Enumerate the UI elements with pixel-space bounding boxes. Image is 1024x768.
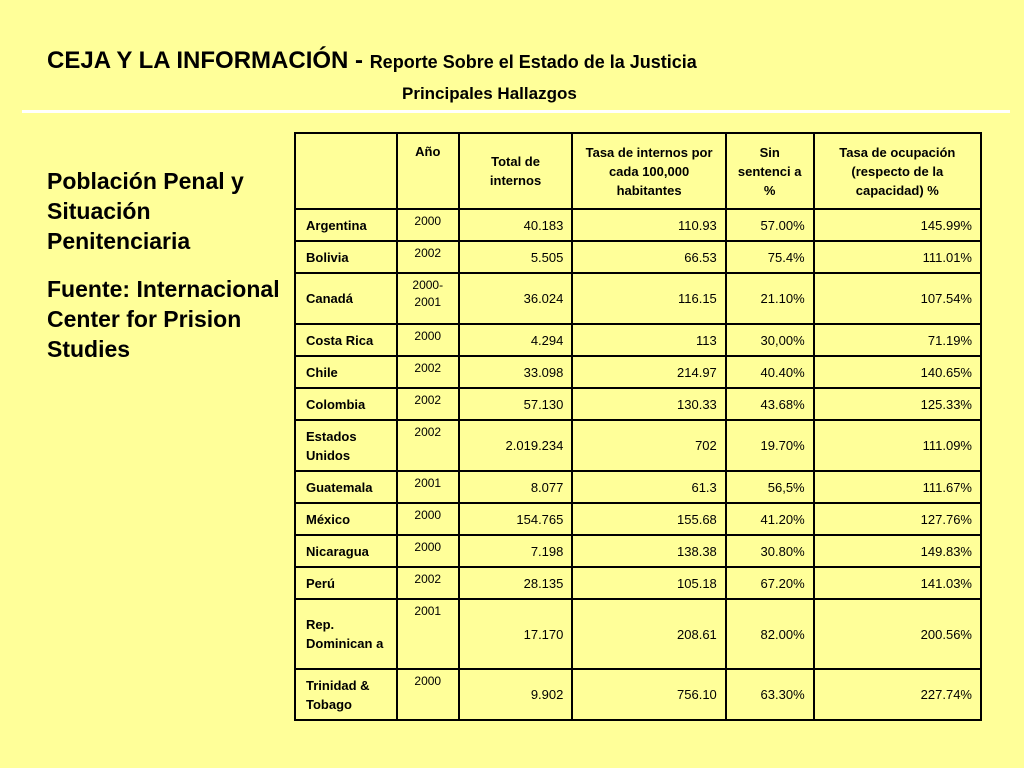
- cell-total: 33.098: [459, 356, 573, 388]
- side-panel: [47, 166, 287, 364]
- cell-rate: 105.18: [572, 567, 725, 599]
- cell-occupancy: 125.33%: [814, 388, 981, 420]
- cell-year: 2002: [397, 420, 459, 471]
- cell-year: 2001: [397, 471, 459, 503]
- cell-rate: 66.53: [572, 241, 725, 273]
- cell-country: Rep. Dominican a: [295, 599, 397, 669]
- cell-rate: 155.68: [572, 503, 725, 535]
- table-row: [295, 567, 981, 599]
- table-row: [295, 599, 981, 669]
- cell-occupancy: 145.99%: [814, 209, 981, 241]
- cell-year: 2000: [397, 669, 459, 720]
- cell-total: 4.294: [459, 324, 573, 356]
- table-row: [295, 503, 981, 535]
- cell-rate: 110.93: [572, 209, 725, 241]
- cell-rate: 138.38: [572, 535, 725, 567]
- cell-total: 154.765: [459, 503, 573, 535]
- cell-total: 36.024: [459, 273, 573, 324]
- cell-occupancy: 127.76%: [814, 503, 981, 535]
- cell-unsentenced: 57.00%: [726, 209, 814, 241]
- cell-year: 2002: [397, 356, 459, 388]
- cell-occupancy: 107.54%: [814, 273, 981, 324]
- cell-occupancy: 227.74%: [814, 669, 981, 720]
- table-row: [295, 420, 981, 471]
- cell-rate: 116.15: [572, 273, 725, 324]
- cell-occupancy: 111.01%: [814, 241, 981, 273]
- cell-country: Nicaragua: [295, 535, 397, 567]
- table-row: [295, 669, 981, 720]
- cell-year: 2002: [397, 388, 459, 420]
- cell-country: Colombia: [295, 388, 397, 420]
- table-row: [295, 471, 981, 503]
- cell-country: Perú: [295, 567, 397, 599]
- cell-country: Guatemala: [295, 471, 397, 503]
- cell-rate: 702: [572, 420, 725, 471]
- slide-subtitle: Principales Hallazgos: [402, 84, 577, 103]
- cell-total: 2.019.234: [459, 420, 573, 471]
- cell-unsentenced: 19.70%: [726, 420, 814, 471]
- title-main: CEJA Y LA INFORMACIÓN -: [47, 47, 370, 74]
- cell-unsentenced: 82.00%: [726, 599, 814, 669]
- cell-unsentenced: 63.30%: [726, 669, 814, 720]
- cell-unsentenced: 67.20%: [726, 567, 814, 599]
- header-total: Total de internos: [459, 133, 573, 209]
- table-row: [295, 209, 981, 241]
- cell-country: Chile: [295, 356, 397, 388]
- cell-unsentenced: 30,00%: [726, 324, 814, 356]
- table-row: [295, 324, 981, 356]
- cell-rate: 113: [572, 324, 725, 356]
- cell-rate: 214.97: [572, 356, 725, 388]
- cell-total: 17.170: [459, 599, 573, 669]
- cell-unsentenced: 43.68%: [726, 388, 814, 420]
- cell-unsentenced: 40.40%: [726, 356, 814, 388]
- cell-total: 57.130: [459, 388, 573, 420]
- cell-total: 5.505: [459, 241, 573, 273]
- cell-year: 2000: [397, 535, 459, 567]
- slide-title: [47, 47, 697, 75]
- cell-country: México: [295, 503, 397, 535]
- header-year: Año: [397, 133, 459, 209]
- table-row: [295, 356, 981, 388]
- table-row: [295, 241, 981, 273]
- cell-country: Estados Unidos: [295, 420, 397, 471]
- header-country: [295, 133, 397, 209]
- cell-year: 2000: [397, 209, 459, 241]
- cell-occupancy: 141.03%: [814, 567, 981, 599]
- cell-occupancy: 140.65%: [814, 356, 981, 388]
- cell-total: 8.077: [459, 471, 573, 503]
- header-rate: Tasa de internos por cada 100,000 habitantes: [572, 133, 725, 209]
- side-heading: Población Penal y Situación Penitenciaria: [47, 168, 244, 254]
- cell-rate: 61.3: [572, 471, 725, 503]
- prison-data-table: [294, 132, 982, 721]
- cell-rate: 756.10: [572, 669, 725, 720]
- cell-unsentenced: 41.20%: [726, 503, 814, 535]
- cell-total: 9.902: [459, 669, 573, 720]
- table-row: [295, 535, 981, 567]
- cell-year: 2000: [397, 503, 459, 535]
- title-sub: Reporte Sobre el Estado de la Justicia: [369, 52, 697, 72]
- table-row: [295, 273, 981, 324]
- cell-unsentenced: 30.80%: [726, 535, 814, 567]
- cell-year: 2000-2001: [397, 273, 459, 324]
- cell-occupancy: 111.09%: [814, 420, 981, 471]
- cell-year: 2002: [397, 567, 459, 599]
- cell-occupancy: 200.56%: [814, 599, 981, 669]
- cell-year: 2000: [397, 324, 459, 356]
- cell-country: Bolivia: [295, 241, 397, 273]
- cell-rate: 208.61: [572, 599, 725, 669]
- cell-year: 2002: [397, 241, 459, 273]
- cell-occupancy: 111.67%: [814, 471, 981, 503]
- header-occupancy: Tasa de ocupación (respecto de la capacidad) %: [814, 133, 981, 209]
- cell-country: Trinidad & Tobago: [295, 669, 397, 720]
- table-row: [295, 388, 981, 420]
- cell-country: Canadá: [295, 273, 397, 324]
- cell-unsentenced: 56,5%: [726, 471, 814, 503]
- title-divider: [22, 110, 1010, 113]
- cell-occupancy: 71.19%: [814, 324, 981, 356]
- cell-rate: 130.33: [572, 388, 725, 420]
- cell-total: 7.198: [459, 535, 573, 567]
- cell-occupancy: 149.83%: [814, 535, 981, 567]
- cell-total: 28.135: [459, 567, 573, 599]
- side-source: Fuente: Internacional Center for Prision Studies: [47, 276, 280, 362]
- cell-year: 2001: [397, 599, 459, 669]
- cell-unsentenced: 21.10%: [726, 273, 814, 324]
- cell-country: Argentina: [295, 209, 397, 241]
- cell-total: 40.183: [459, 209, 573, 241]
- header-unsentenced: Sin sentenci a %: [726, 133, 814, 209]
- cell-country: Costa Rica: [295, 324, 397, 356]
- cell-unsentenced: 75.4%: [726, 241, 814, 273]
- table-header-row: [295, 133, 981, 209]
